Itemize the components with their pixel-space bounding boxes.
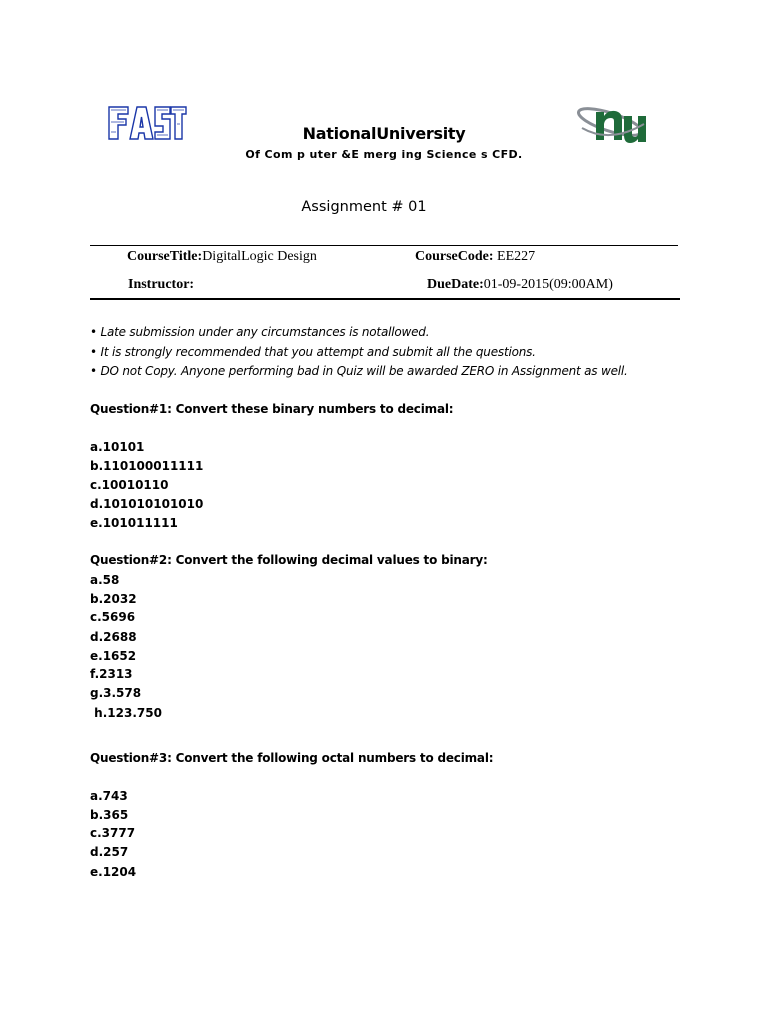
question-2-item: a.58 (90, 573, 120, 587)
due-date-label: DueDate: (427, 277, 484, 292)
course-title-row (127, 249, 317, 265)
question-3-item: a.743 (90, 789, 128, 803)
question-1-item: c.10010110 (90, 478, 169, 492)
question-2-title: Question#2: Convert the following decimal values to binary: (90, 553, 488, 567)
question-3-item: e.1204 (90, 865, 137, 879)
question-2-item: e.1652 (90, 649, 137, 663)
question-2-item: d.2688 (90, 630, 137, 644)
header-rule-top (90, 245, 678, 246)
university-subtitle: Of Com p uter &E merg ing Science s CFD. (245, 148, 523, 161)
course-code-value: EE227 (493, 249, 536, 264)
question-1-item: d.101010101010 (90, 497, 204, 511)
header-rule-bottom (90, 298, 680, 300)
note-attempt-all: • It is strongly recommended that you attempt and submit all the questions. (90, 345, 536, 359)
question-2-item: c.5696 (90, 610, 136, 624)
question-1-item: b.110100011111 (90, 459, 204, 473)
question-2-item: g.3.578 (90, 686, 142, 700)
question-3-item: b.365 (90, 808, 129, 822)
question-3-item: c.3777 (90, 826, 136, 840)
course-title-value: DigitalLogic Design (202, 249, 317, 264)
due-date-row (427, 277, 613, 293)
question-2-item: f.2313 (90, 667, 133, 681)
question-2-item: b.2032 (90, 592, 137, 606)
course-code-row (415, 249, 535, 265)
course-title-label: CourseTitle: (127, 249, 203, 264)
question-1-title: Question#1: Convert these binary numbers to decimal: (90, 402, 454, 416)
note-late-submission: • Late submission under any circumstances is notallowed. (90, 325, 430, 339)
university-name: NationalUniversity (302, 124, 466, 143)
assignment-title: Assignment # 01 (301, 199, 427, 215)
question-1-item: e.101011111 (90, 516, 178, 530)
due-date-value: 01-09-2015(09:00AM) (483, 277, 613, 292)
question-2-item: h.123.750 (90, 706, 162, 720)
note-no-copy: • DO not Copy. Anyone performing bad in Quiz will be awarded ZERO in Assignment as well. (90, 364, 628, 378)
question-3-title: Question#3: Convert the following octal numbers to decimal: (90, 751, 494, 765)
instructor-label: Instructor: (128, 277, 195, 292)
question-3-item: d.257 (90, 845, 129, 859)
question-1-item: a.10101 (90, 440, 145, 454)
course-code-label: CourseCode: (415, 249, 494, 264)
instructor-row (128, 277, 194, 293)
